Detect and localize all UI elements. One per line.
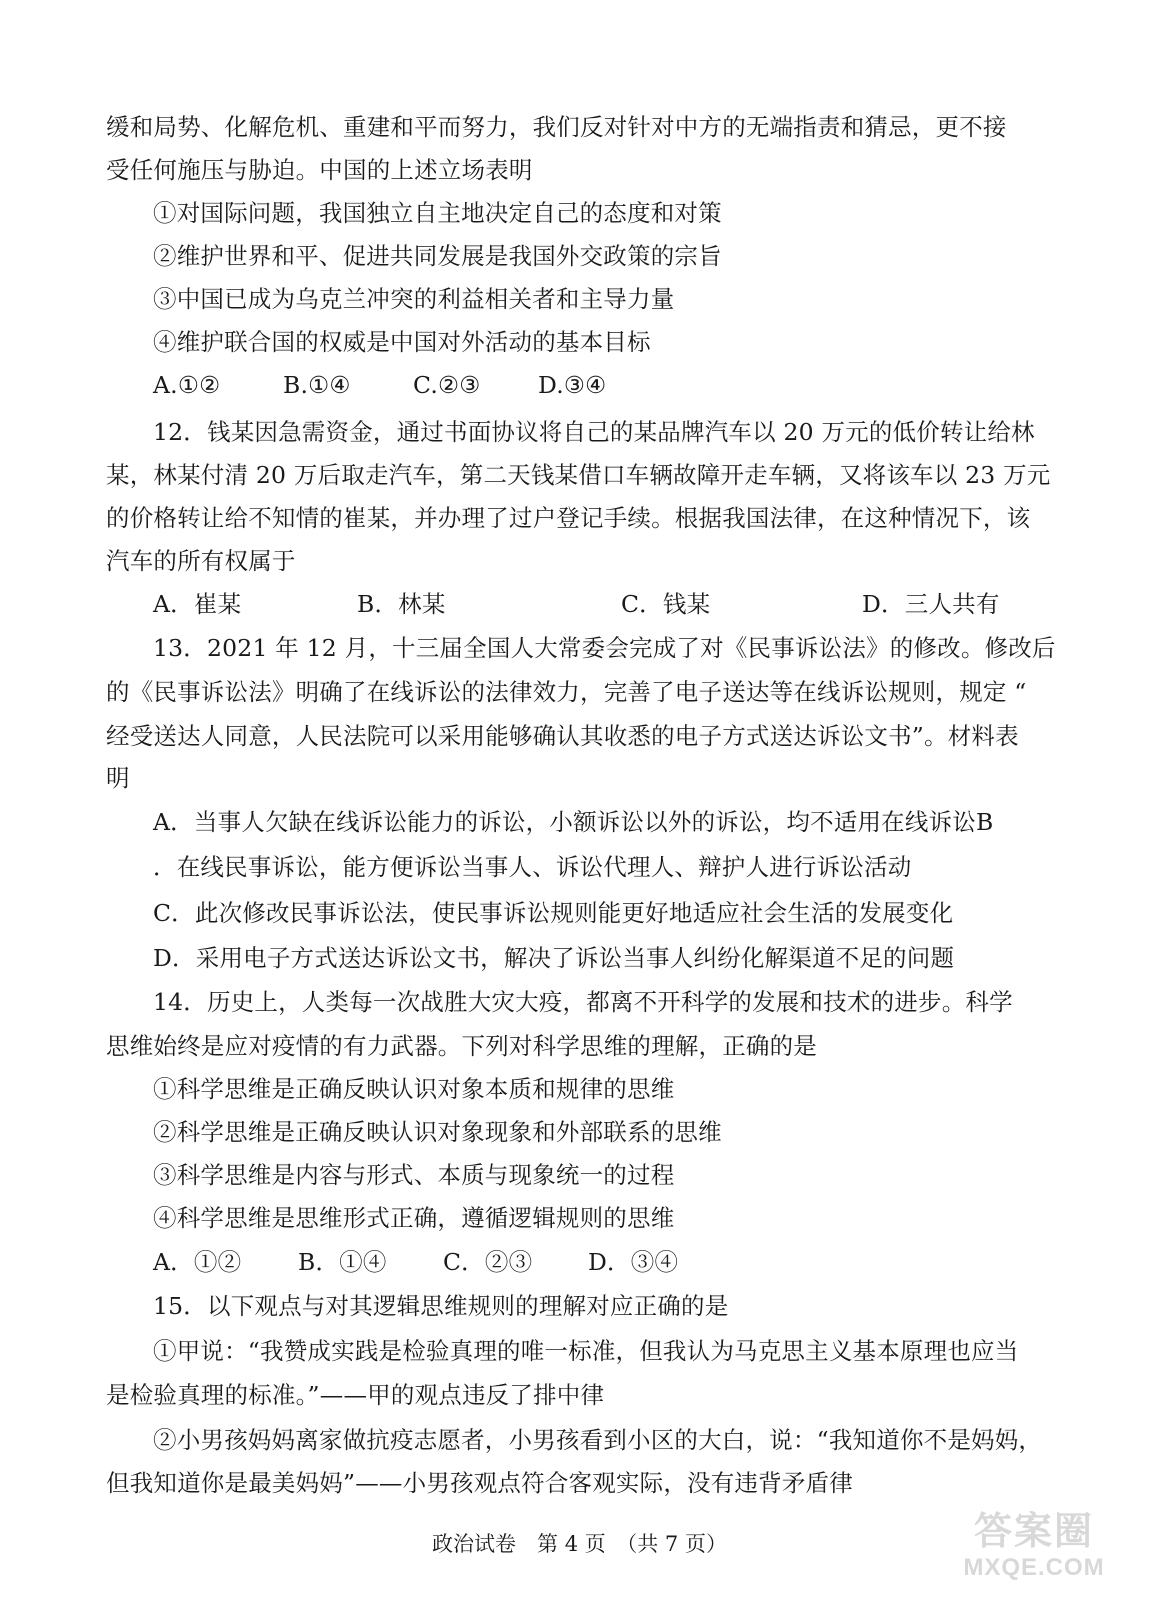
q14-option-d[interactable]: D．③④ <box>588 1248 679 1276</box>
watermark-logo <box>929 1510 1139 1590</box>
q11-option-a[interactable]: A.①② <box>153 371 221 399</box>
question-15-line: 15．以下观点与对其逻辑思维规则的理解对应正确的是 <box>153 1292 729 1320</box>
q13-option-b[interactable]: ．在线民事诉讼，能方便诉讼当事人、诉讼代理人、辩护人进行诉讼活动 <box>153 853 912 881</box>
q11-option-b[interactable]: B.①④ <box>283 371 351 399</box>
text-line: 经受送达人同意，人民法院可以采用能够确认其收悉的电子方式送达诉讼文书”。材料表 <box>106 722 1019 750</box>
q12-options <box>153 589 1000 619</box>
q14-option-c[interactable]: C．②③ <box>443 1248 533 1276</box>
statement-2: ②科学思维是正确反映认识对象现象和外部联系的思维 <box>153 1118 722 1146</box>
statement-4: ④维护联合国的权威是中国对外活动的基本目标 <box>153 328 651 356</box>
q12-option-c[interactable]: C．钱某 <box>621 590 711 618</box>
watermark-title: 答案圈 <box>973 1511 1094 1553</box>
q13-option-d[interactable]: D．采用电子方式送达诉讼文书，解决了诉讼当事人纠纷化解渠道不足的问题 <box>153 944 955 972</box>
watermark-url: MXQE.COM <box>963 1554 1105 1581</box>
q13-option-c[interactable]: C．此次修改民事诉讼法，使民事诉讼规则能更好地适应社会生活的发展变化 <box>153 899 954 927</box>
page-footer: 政治试卷 第 4 页 （共 7 页） <box>432 1532 727 1556</box>
question-14-line: 14．历史上，人类每一次战胜大灾大疫，都离不开科学的发展和技术的进步。科学 <box>153 988 1013 1016</box>
statement-1: ①甲说：“我赞成实践是检验真理的唯一标准，但我认为马克思主义基本原理也应当 <box>153 1337 1019 1365</box>
q14-option-a[interactable]: A．①② <box>153 1248 242 1276</box>
text-line: 是检验真理的标准。”——甲的观点违反了排中律 <box>106 1381 605 1409</box>
q11-option-d[interactable]: D.③④ <box>538 371 607 399</box>
q14-option-b[interactable]: B．①④ <box>298 1248 387 1276</box>
text-line: 但我知道你是最美妈妈”——小男孩观点符合客观实际，没有违背矛盾律 <box>106 1469 853 1497</box>
statement-2: ②小男孩妈妈离家做抗疫志愿者，小男孩看到小区的大白，说：“我知道你不是妈妈， <box>153 1426 1043 1454</box>
question-13-line: 13．2021 年 12 月，十三届全国人大常委会完成了对《民事诉讼法》的修改。修改后 <box>153 634 1056 662</box>
q12-option-b[interactable]: B．林某 <box>357 590 446 618</box>
text-line: 明 <box>106 764 130 792</box>
statement-3: ③中国已成为乌克兰冲突的利益相关者和主导力量 <box>153 285 675 313</box>
question-12-line: 12．钱某因急需资金，通过书面协议将自己的某品牌汽车以 20 万元的低价转让给林 <box>153 418 1035 446</box>
text-line: 汽车的所有权属于 <box>106 547 296 575</box>
q14-options <box>153 1247 678 1277</box>
text-line: 的价格转让给不知情的崔某，并办理了过户登记手续。根据我国法律，在这种情况下，该 <box>106 504 1031 532</box>
text-line: 某，林某付清 20 万后取走汽车，第二天钱某借口车辆故障开走车辆，又将该车以 23 万元 <box>106 461 1051 489</box>
statement-2: ②维护世界和平、促进共同发展是我国外交政策的宗旨 <box>153 242 722 270</box>
statement-1: ①科学思维是正确反映认识对象本质和规律的思维 <box>153 1075 675 1103</box>
q11-option-c[interactable]: C.②③ <box>413 371 481 399</box>
text-line: 受任何施压与胁迫。中国的上述立场表明 <box>106 156 533 184</box>
q12-option-a[interactable]: A．崔某 <box>153 590 242 618</box>
text-line: 的《民事诉讼法》明确了在线诉讼的法律效力，完善了电子送达等在线诉讼规则，规定 “ <box>106 678 1027 706</box>
text-line: 缓和局势、化解危机、重建和平而努力，我们反对针对中方的无端指责和猜忌，更不接 <box>106 113 1007 141</box>
q13-option-a[interactable]: A．当事人欠缺在线诉讼能力的诉讼，小额诉讼以外的诉讼，均不适用在线诉讼B <box>153 808 994 836</box>
statement-1: ①对国际问题，我国独立自主地决定自己的态度和对策 <box>153 199 722 227</box>
q12-option-d[interactable]: D．三人共有 <box>862 590 1000 618</box>
q11-options <box>153 370 606 400</box>
text-line: 思维始终是应对疫情的有力武器。下列对科学思维的理解，正确的是 <box>106 1032 817 1060</box>
statement-4: ④科学思维是思维形式正确，遵循逻辑规则的思维 <box>153 1204 675 1232</box>
statement-3: ③科学思维是内容与形式、本质与现象统一的过程 <box>153 1161 675 1189</box>
